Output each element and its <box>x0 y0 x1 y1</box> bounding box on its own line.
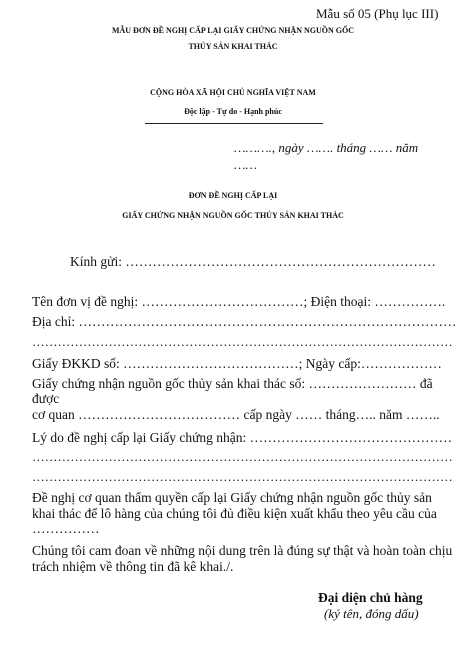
request-line1: Đề nghị cơ quan thẩm quyền cấp lại Giấy chứng nhận nguồn gốc thủy sản <box>32 490 432 505</box>
field-gcn-line2: được <box>32 391 60 406</box>
commitment-line2: trách nhiệm về thông tin đã kê khai./. <box>32 559 234 574</box>
national-name: CỘNG HÒA XÃ HỘI CHỦ NGHĨA VIỆT NAM <box>150 88 316 97</box>
motto-underline <box>145 123 323 124</box>
signature-title: Đại diện chủ hàng <box>318 590 423 605</box>
request-line3: …………… <box>32 521 100 536</box>
date-line-cont: …… <box>234 157 258 172</box>
signature-note: (ký tên, đóng dấu) <box>324 606 419 621</box>
commitment-line1: Chúng tôi cam đoan về những nội dung trên là đúng sự thật và hoàn toàn chịu <box>32 543 453 558</box>
form-number: Mẫu số 05 (Phụ lục III) <box>316 6 439 21</box>
field-ly-do: Lý do đề nghị cấp lại Giấy chứng nhận: ……………………………………… <box>32 430 453 445</box>
form-title-line2: THỦY SẢN KHAI THÁC <box>188 42 278 51</box>
national-motto: Độc lập - Tự do - Hạnh phúc <box>184 107 282 116</box>
date-line: ………., ngày ……. tháng …… năm <box>234 140 419 155</box>
field-kinh-gui: Kính gửi: …………………………………………………………… <box>70 254 436 269</box>
field-ly-do-cont2: ……………………………………………………………………………………… <box>32 470 453 484</box>
document-title-line1: ĐƠN ĐỀ NGHỊ CẤP LẠI <box>188 191 278 200</box>
field-giay-dkkd: Giấy ĐKKD số: …………………………………; Ngày cấp:……………… <box>32 356 442 371</box>
field-gcn-line3: cơ quan ……………………………… cấp ngày …… tháng….. năm …….. <box>32 407 440 422</box>
field-ly-do-cont1: ……………………………………………………………………………………… <box>32 450 453 464</box>
field-dia-chi-cont: ……………………………………………………………………………………… <box>32 335 453 349</box>
field-dia-chi: Địa chỉ: ………………………………………………………………………… <box>32 314 457 329</box>
field-ten-don-vi: Tên đơn vị đề nghị: ………………………………; Điện thoại: ……………. <box>32 294 446 309</box>
request-line2: khai thác để lô hàng của chúng tôi đủ điều kiện xuất khẩu theo yêu cầu của <box>32 506 437 521</box>
document-title-line2: GIẤY CHỨNG NHẬN NGUỒN GỐC THỦY SẢN KHAI THÁC <box>122 211 344 220</box>
form-title-line1: MẪU ĐƠN ĐỀ NGHỊ CẤP LẠI GIẤY CHỨNG NHẬN NGUỒN GỐC <box>111 26 355 35</box>
field-gcn-line1: Giấy chứng nhận nguồn gốc thủy sản khai thác số: …………………… đã <box>32 376 433 391</box>
